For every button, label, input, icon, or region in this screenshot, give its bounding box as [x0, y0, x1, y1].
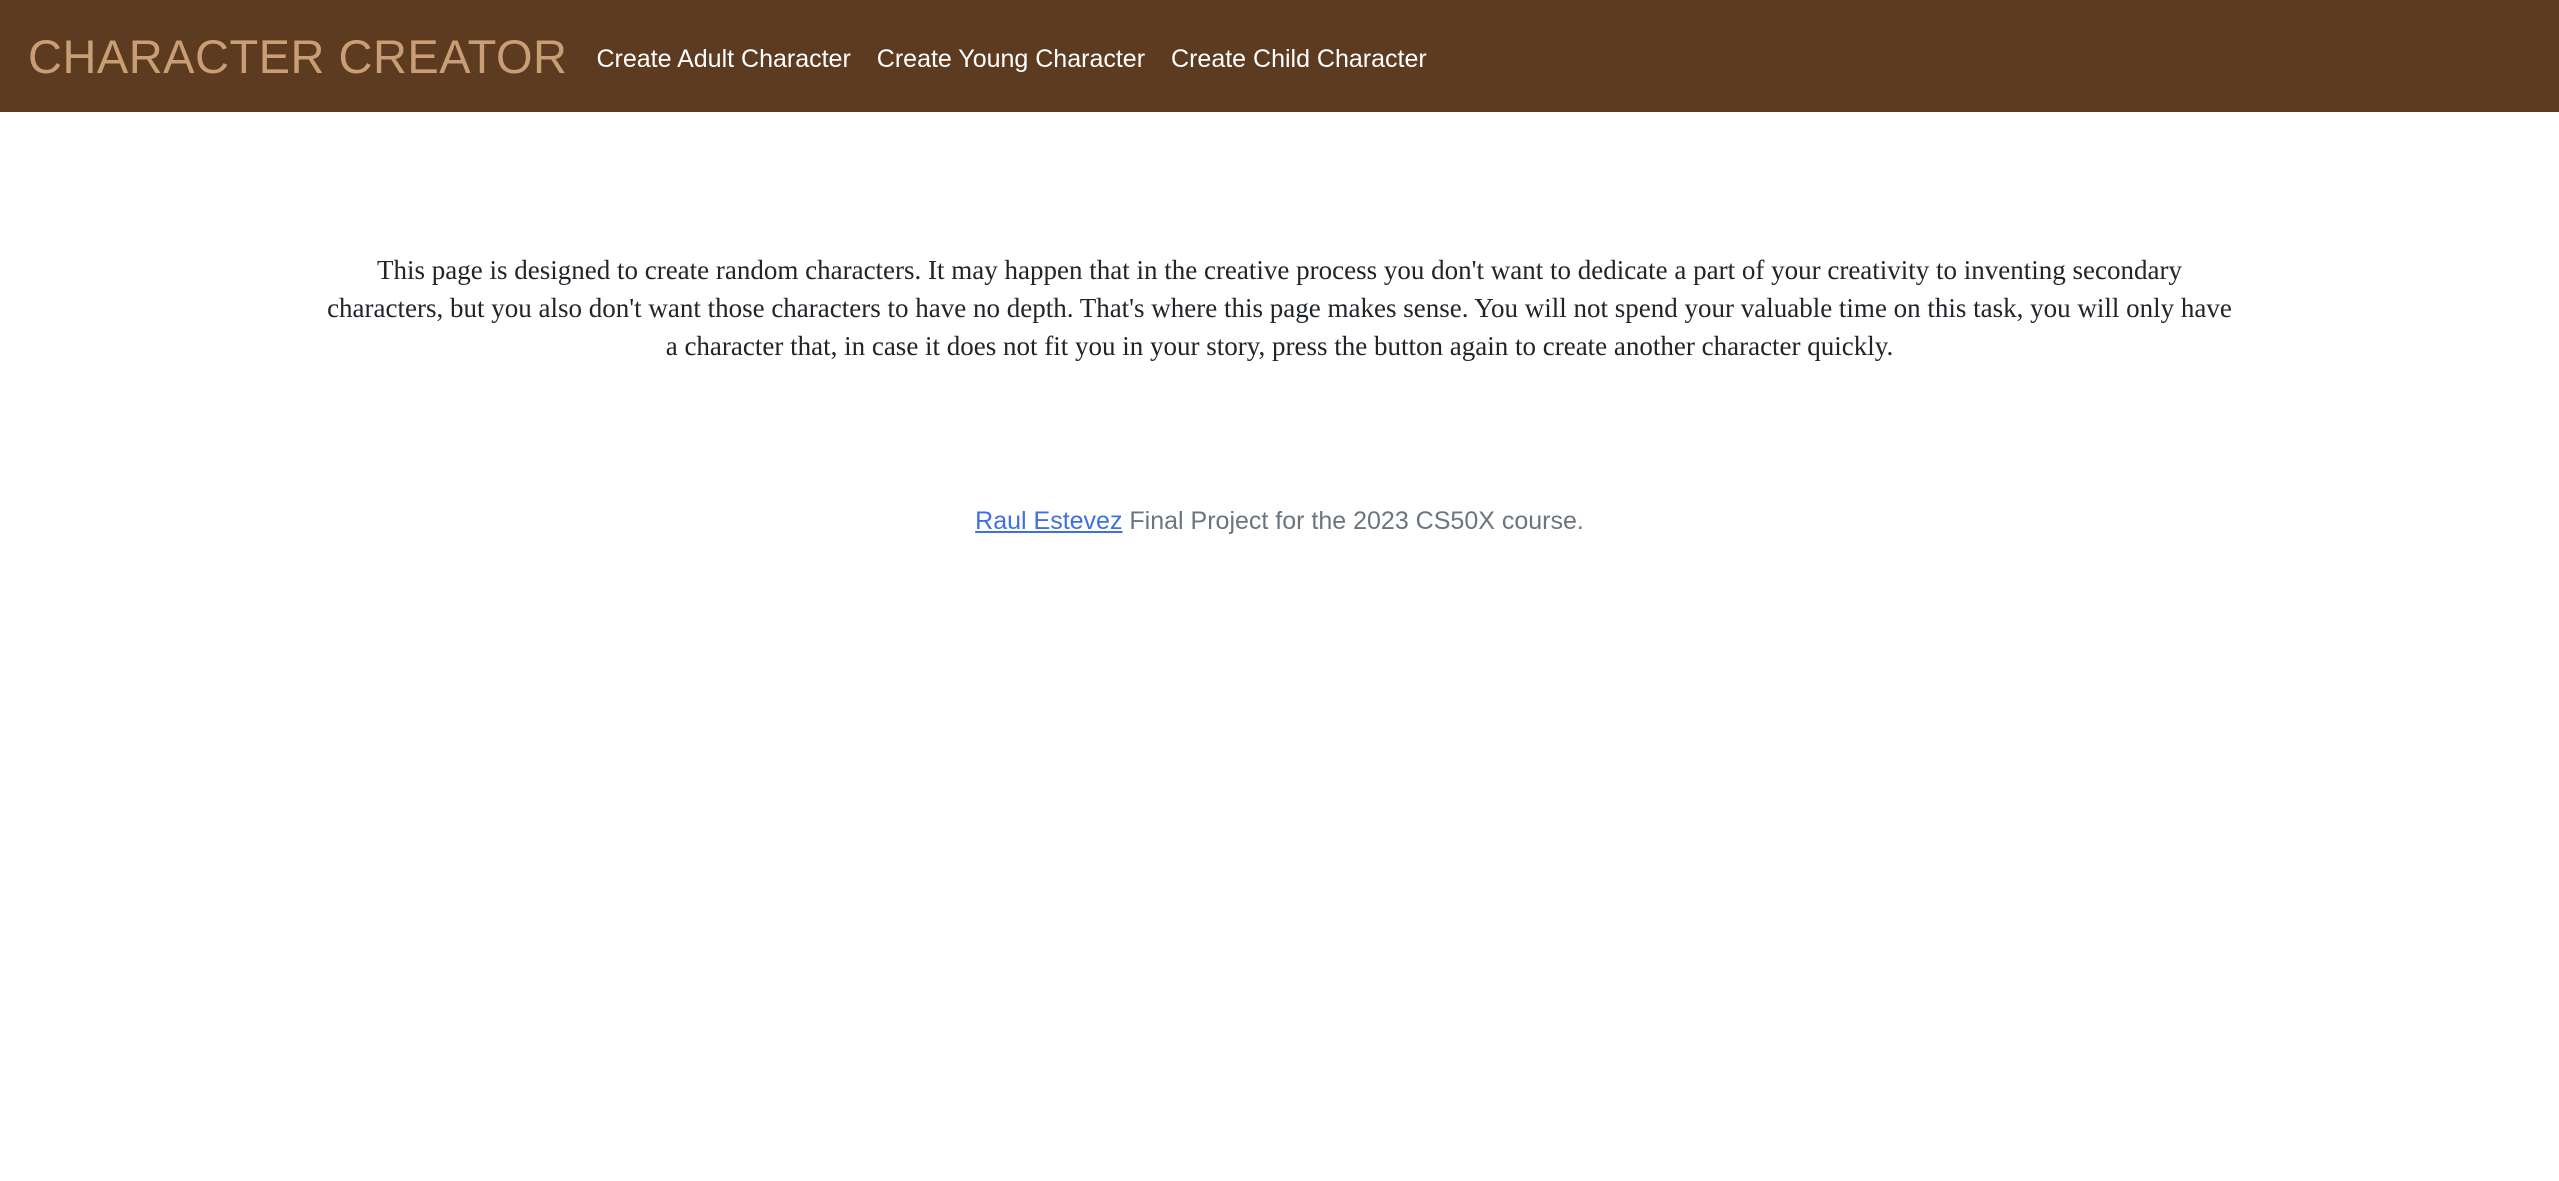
main-content — [0, 251, 2559, 536]
nav-link-create-young-character[interactable]: Create Young Character — [876, 44, 1146, 73]
nav-link-create-adult-character[interactable]: Create Adult Character — [596, 44, 851, 73]
main-nav — [583, 37, 1439, 82]
intro-paragraph: This page is designed to create random characters. It may happen that in the creative process you don't want to dedicate a part of your creativity to inventing secondary characters, but you also don't want those characters to have no depth. That's where this page makes sense. You will not spend your valuable time on this task, you will only have a character that, in case it does not fit you in your story, press the button again to create another character quickly. — [327, 255, 2232, 361]
brand-title[interactable]: CHARACTER CREATOR — [28, 29, 568, 83]
footer-credit-text: Final Project for the 2023 CS50X course. — [1122, 507, 1584, 535]
navbar — [0, 0, 2559, 112]
footer-credit — [0, 507, 2559, 536]
intro-container — [324, 251, 2236, 365]
nav-link-create-child-character[interactable]: Create Child Character — [1171, 44, 1427, 73]
author-link[interactable]: Raul Estevez — [975, 507, 1123, 535]
